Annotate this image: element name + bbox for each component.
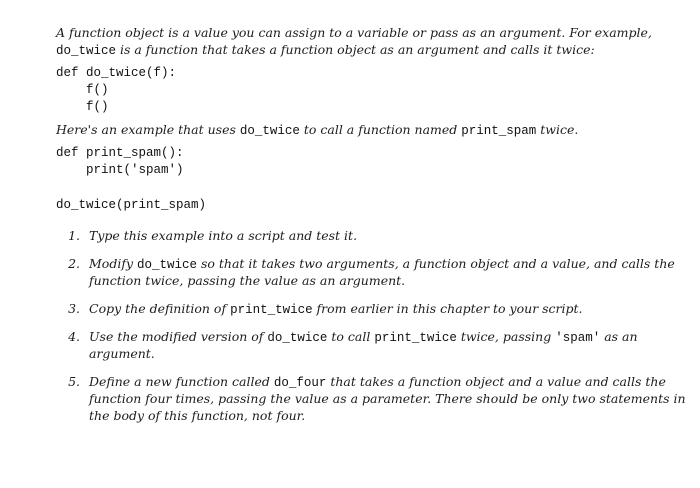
exercise-1-text: Type this example into a script and test it. — [89, 228, 358, 243]
code-line: def print_spam(): — [56, 146, 184, 160]
exercise-number: 3. — [68, 301, 80, 316]
exercise-4-line-2: argument. — [89, 346, 155, 361]
code-line: print('spam') — [56, 163, 184, 177]
exercise-2-line-1: Modify do_twice so that it takes two arguments, a function object and a value, and calls the — [89, 256, 675, 272]
code-line: f() — [56, 83, 109, 97]
exercise-5-line-2: function four times, passing the value as a parameter. There should be only two statements in — [89, 391, 686, 406]
inline-code: do_four — [273, 376, 327, 390]
intro-line-1: A function object is a value you can assign to a variable or pass as an argument. For example, — [56, 25, 652, 40]
inline-code: print_twice — [230, 303, 313, 317]
intro-line-2: do_twice is a function that takes a function object as an argument and calls it twice: — [56, 42, 595, 58]
inline-code: do_twice — [239, 124, 300, 138]
paragraph-2: Here's an example that uses do_twice to call a function named print_spam twice. — [56, 122, 579, 138]
exercise-number: 5. — [68, 374, 80, 389]
code-line: def do_twice(f): — [56, 66, 177, 80]
exercise-5-line-1: Define a new function called do_four that takes a function object and a value and calls the — [89, 374, 666, 390]
inline-code: 'spam' — [555, 331, 601, 345]
inline-code: print_spam — [461, 124, 537, 138]
exercise-number: 2. — [68, 256, 80, 271]
code-line: f() — [56, 100, 109, 114]
inline-code: do_twice — [137, 258, 198, 272]
exercise-3-text: Copy the definition of print_twice from earlier in this chapter to your script. — [89, 301, 583, 317]
exercise-number: 1. — [68, 228, 80, 243]
exercise-2-line-2: function twice, passing the value as an argument. — [89, 273, 406, 288]
code-line: do_twice(print_spam) — [56, 198, 207, 212]
exercise-4-line-1: Use the modified version of do_twice to call print_twice twice, passing 'spam' as an — [89, 329, 638, 345]
inline-code: do_twice — [267, 331, 328, 345]
inline-code: print_twice — [374, 331, 457, 345]
exercise-5-line-3: the body of this function, not four. — [89, 408, 306, 423]
exercise-number: 4. — [68, 329, 80, 344]
inline-code: do_twice — [56, 44, 117, 58]
